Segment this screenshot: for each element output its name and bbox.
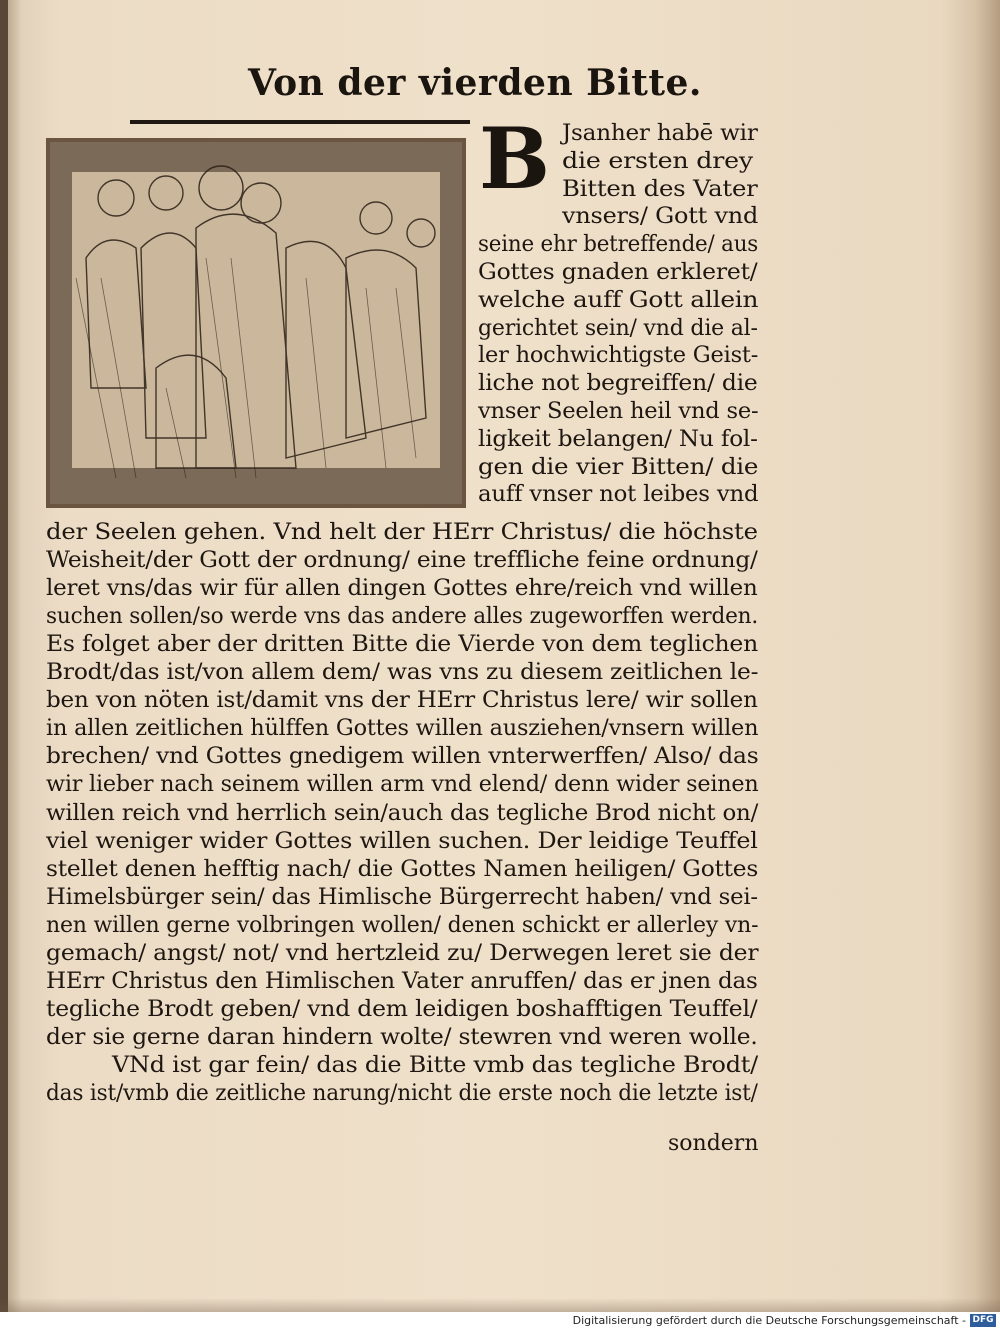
body-text-line: viel weniger wider Gottes willen suchen. Der leidige Teuffel	[46, 828, 758, 854]
body-text-line: leret vns/das wir für allen dingen Gottes ehre/reich vnd willen	[46, 576, 758, 602]
body-text-line: Weisheit/der Gott der ordnung/ eine treffliche feine ordnung/	[46, 548, 758, 574]
side-text-line: gen die vier Bitten/ die	[478, 454, 759, 480]
side-text-line: die ersten drey	[562, 148, 753, 174]
side-text-line: ler hochwichtigste Geist-	[478, 343, 759, 369]
side-text-line: Jsanher habē wir	[562, 121, 758, 146]
side-text-line: liche not begreiffen/ die	[478, 371, 758, 397]
catchword: sondern	[668, 1131, 759, 1156]
footer-bar	[0, 1312, 1000, 1330]
body-text-line: Himelsbürger sein/ das Himlische Bürgerrecht haben/ vnd sei-	[46, 884, 758, 910]
woodcut-illustration	[46, 138, 466, 508]
side-text-line: seine ehr betreffende/ aus	[478, 232, 759, 258]
dfg-logo: DFG	[970, 1314, 996, 1327]
side-text-line: vnser Seelen heil vnd se-	[478, 399, 759, 424]
side-text-line: gerichtet sein/ vnd die al-	[478, 315, 758, 341]
body-text-line: gemach/ angst/ not/ vnd hertzleid zu/ Derwegen leret sie der	[46, 940, 759, 966]
body-text-line: brechen/ vnd Gottes gnedigem willen vnterwerffen/ Also/ das	[46, 744, 759, 770]
side-text-line: Bitten des Vater	[562, 176, 758, 202]
body-text-line: willen reich vnd herrlich sein/auch das tegliche Brod nicht on/	[46, 800, 759, 826]
side-text-line: auff vnser not leibes vnd	[478, 482, 759, 508]
body-text-line: Es folget aber der dritten Bitte die Vierde von dem teglichen	[46, 632, 759, 658]
body-text-line: ben von nöten ist/damit vns der HErr Christus lere/ wir sollen	[46, 688, 758, 714]
body-text-line: in allen zeitlichen hülffen Gottes willen ausziehen/vnsern willen	[46, 716, 759, 742]
body-text-line: das ist/vmb die zeitliche narung/nicht die erste noch die letzte ist/	[46, 1081, 758, 1106]
side-text-line: vnsers/ Gott vnd	[562, 204, 759, 230]
heading-rule	[130, 120, 470, 124]
body-text-line: suchen sollen/so werde vns das andere alles zugeworffen werden.	[46, 604, 759, 630]
body-text-line: wir lieber nach seinem willen arm vnd elend/ denn wider seinen	[46, 772, 759, 798]
body-text-line: der sie gerne daran hindern wolte/ stewren vnd weren wolle.	[46, 1024, 758, 1050]
body-text-line: VNd ist gar fein/ das die Bitte vmb das tegliche Brodt/	[112, 1052, 759, 1078]
body-text-line: stellet denen hefftig nach/ die Gottes Namen heiligen/ Gottes	[46, 856, 759, 882]
body-text-line: nen willen gerne volbringen wollen/ denen schickt er allerley vn-	[46, 912, 759, 938]
body-text-line: der Seelen gehen. Vnd helt der HErr Christus/ die höchste	[46, 520, 758, 545]
side-text-line: welche auff Gott allein	[478, 287, 759, 313]
body-text-line: Brodt/das ist/von allem dem/ was vns zu diesem zeitlichen le-	[46, 660, 759, 686]
body-text-line: tegliche Brodt geben/ vnd dem leidigen boshafftigen Teuffel/	[46, 996, 758, 1022]
side-text-line: ligkeit belangen/ Nu fol-	[478, 426, 758, 452]
drop-cap-initial: B	[479, 109, 550, 208]
page-shadow	[0, 1298, 1000, 1312]
funding-notice: Digitalisierung gefördert durch die Deutsche Forschungsgemeinschaft -	[572, 1314, 966, 1327]
side-text-line: Gottes gnaden erkleret/	[478, 260, 758, 285]
chapter-heading: Von der vierden Bitte.	[248, 62, 702, 104]
body-text-line: HErr Christus den Himlischen Vater anruffen/ das er jnen das	[46, 968, 758, 994]
page-binding-edge	[0, 0, 8, 1312]
